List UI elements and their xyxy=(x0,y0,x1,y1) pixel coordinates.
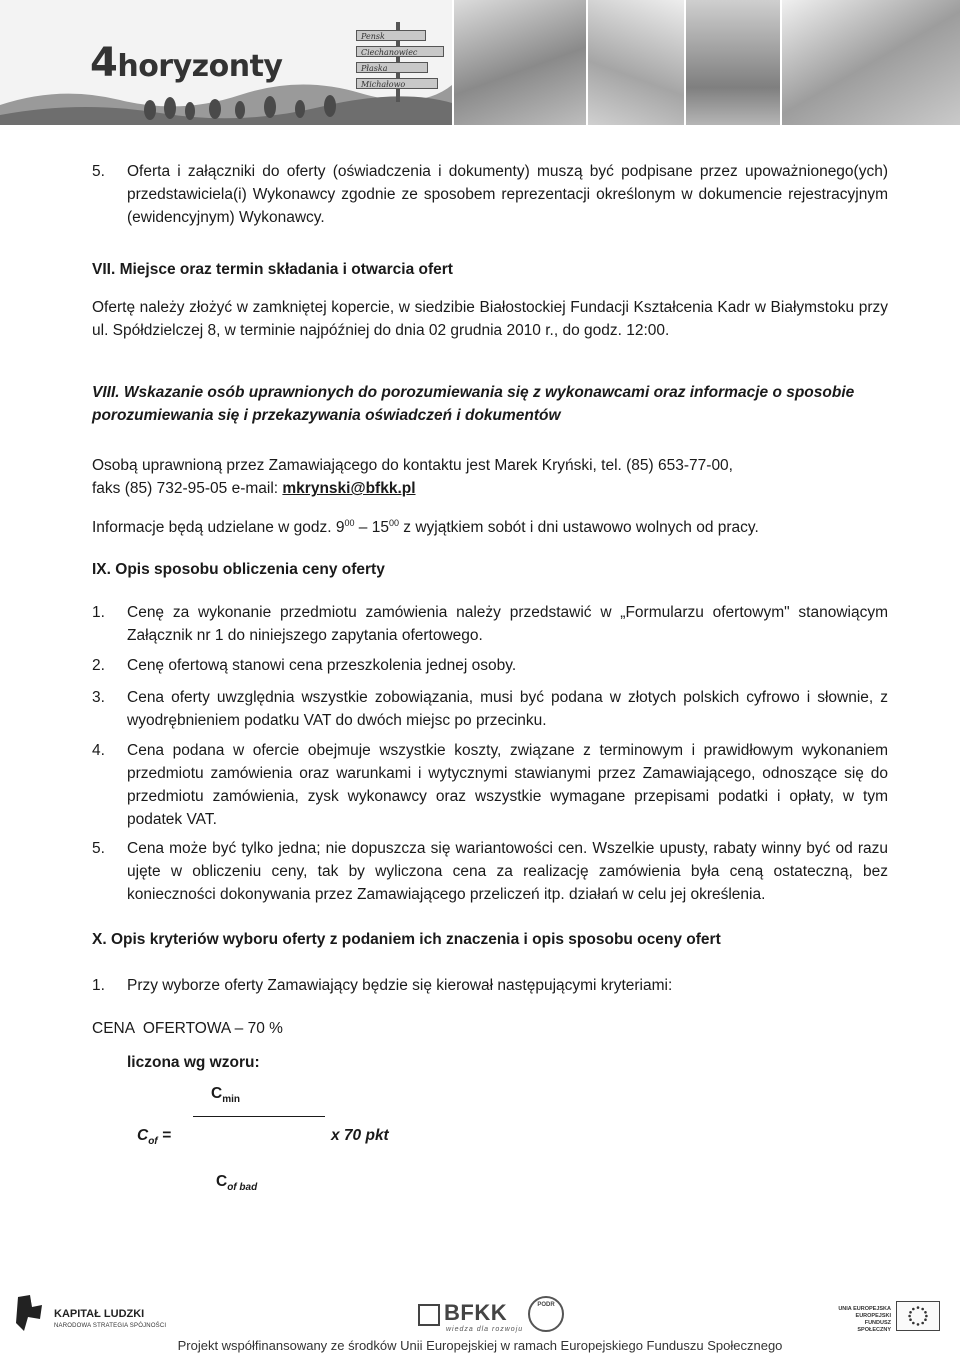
list-item xyxy=(92,974,888,997)
kapital-ludzki-logo-icon xyxy=(14,1293,46,1333)
sign-plank-2: Ciechanowiec xyxy=(356,46,444,57)
formula-numerator xyxy=(211,1082,240,1111)
footer xyxy=(0,1288,960,1353)
eu-flag-icon xyxy=(896,1301,940,1331)
logo-area xyxy=(0,0,452,125)
bfkk-logo-text: BFKK xyxy=(444,1300,508,1325)
bfkk-logo-icon xyxy=(418,1304,440,1326)
sign-plank-4: Michałowo xyxy=(356,78,438,89)
section-vii-heading: VII. Miejsce oraz termin składania i otwarcia ofert xyxy=(92,261,453,278)
footer-caption: Projekt współfinansowany ze środków Unii Europejskiej w ramach Europejskiego Funduszu Społecznego xyxy=(177,1338,783,1353)
section-x-heading: X. Opis kryteriów wyboru oferty z podaniem ich znaczenia i opis sposobu oceny ofert xyxy=(92,931,721,948)
list-text: Cena może być tylko jedna; nie dopuszcza się wariantowości cen. Wszelkie upusty, rabaty winny być od razu ujęte w obliczeniu ceny, tak by wyliczona cena za realizację zamówienia była ceną ostateczną, bez konieczności dokonywania przez Zamawiającego przeliczeń itp. działań w celu jej określenia. xyxy=(127,840,888,903)
hours-prefix: Informacje będą udzielane w godz. 9 xyxy=(92,519,345,536)
kapital-ludzki-title: KAPITAŁ LUDZKI xyxy=(54,1308,145,1320)
denominator-symbol: C xyxy=(216,1173,228,1190)
eu-label: UNIA EUROPEJSKA EUROPEJSKI FUNDUSZ SPOŁECZNY xyxy=(838,1306,891,1333)
photo-meeting xyxy=(684,0,780,125)
section-viii-heading: VIII. Wskazanie osób uprawnionych do porozumiewania się z wykonawcami oraz informacje o sposobie porozumiewania się i przekazywania oświadczeń i dokumentów xyxy=(92,384,855,424)
sign-plank-1: Pensk xyxy=(356,30,426,41)
list-item xyxy=(92,601,888,647)
list-text: Cenę ofertową stanowi cena przeszkolenia jednej osoby. xyxy=(127,657,517,674)
email-link[interactable]: mkrynski@bfkk.pl xyxy=(282,480,416,497)
list-number: 2. xyxy=(92,657,105,674)
hours-sup-2: 00 xyxy=(388,517,399,528)
logo-word: horyzonty xyxy=(117,49,283,84)
list-text: Oferta i załączniki do oferty (oświadczenia i dokumenty) muszą być podpisane przez upoważnionego(ych) przedstawiciela(i) Wykonawcy zgodnie ze sposobem reprezentacji określonym w dokumencie rejestracyjnym (ewidencyjnym) Wykonawcy. xyxy=(127,163,888,226)
header-banner xyxy=(0,0,960,125)
hours-sup-1: 00 xyxy=(344,517,355,528)
section-ix-heading: IX. Opis sposobu obliczenia ceny oferty xyxy=(92,561,385,578)
list-text: Cena oferty uwzględnia wszystkie zobowiązania, musi być podana w złotych polskich cyfrowo i słownie, z wyodrębnieniem podatku VAT do dwóch miejsc po przecinku. xyxy=(127,689,888,729)
section-vii-text: Ofertę należy złożyć w zamkniętej kopercie, w siedzibie Białostockiej Fundacji Kształcenia Kadr w Białymstoku przy ul. Spółdzielczej 8, w terminie najpóźniej do dnia 02 grudnia 2010 r., do godz. 12:00. xyxy=(92,299,888,339)
list-number: 1. xyxy=(92,977,105,994)
list-item xyxy=(92,654,888,677)
contact-block xyxy=(92,454,888,500)
list-item xyxy=(92,837,888,906)
lhs-symbol: C xyxy=(137,1127,149,1144)
formula-lhs xyxy=(137,1124,171,1153)
hours-suffix: z wyjątkiem sobót i dni ustawowo wolnych od pracy. xyxy=(398,519,759,536)
list-item xyxy=(92,686,888,732)
list-number: 4. xyxy=(92,742,105,759)
list-text: Cenę za wykonanie przedmiotu zamówienia należy przedstawić w „Formularzu ofertowym" stanowiącym Załącznik nr 1 do niniejszego zapytania ofertowego. xyxy=(127,604,888,644)
list-number: 5. xyxy=(92,163,105,180)
denominator-subscript: of bad xyxy=(227,1182,258,1194)
kapital-ludzki-subtitle: NARODOWA STRATEGIA SPÓJNOŚCI xyxy=(54,1323,167,1329)
list-item xyxy=(92,739,888,831)
sign-plank-3: Płaska xyxy=(356,62,428,73)
contact-fax: faks (85) 732-95-05 e-mail: xyxy=(92,480,283,497)
contact-line-1: Osobą uprawnioną przez Zamawiającego do kontaktu jest Marek Kryński, tel. (85) 653-77-00, xyxy=(92,457,733,474)
contact-line-2 xyxy=(92,477,888,500)
formula-multiplier: x 70 pkt xyxy=(331,1127,389,1144)
signpost-illustration xyxy=(356,22,446,102)
photo-conference xyxy=(452,0,586,125)
formula-label: liczona wg wzoru: xyxy=(127,1054,260,1071)
list-text: Cena podana w ofercie obejmuje wszystkie koszty, związane z terminowym i prawidłowym wykonaniem przedmiotu zamówienia oraz warunkami i wytycznymi stawianymi przez Zamawiającego, odnoszące się do przedmiotu zamówienia, zysk wykonawcy oraz wszystkie wymagane przepisami podatki i opłaty, w tym podatek VAT. xyxy=(127,742,888,828)
numerator-symbol: C xyxy=(211,1085,223,1102)
list-item-5 xyxy=(92,160,888,229)
list-number: 3. xyxy=(92,689,105,706)
lhs-subscript: of xyxy=(148,1136,158,1148)
podr-seal: PODR xyxy=(528,1296,564,1332)
lhs-equals: = xyxy=(157,1127,172,1144)
formula-denominator xyxy=(216,1170,257,1199)
list-text: Przy wyborze oferty Zamawiający będzie się kierował następującymi kryteriami: xyxy=(127,977,673,994)
numerator-subscript: min xyxy=(222,1094,240,1106)
list-number: 1. xyxy=(92,604,105,621)
bfkk-tagline: wiedza dla rozwoju xyxy=(446,1326,524,1333)
photo-office xyxy=(780,0,960,125)
hours-line xyxy=(92,516,888,539)
photo-handshake xyxy=(586,0,684,125)
fraction-line xyxy=(193,1116,325,1117)
logo-number: 4 xyxy=(90,40,118,86)
criterion-label: CENA OFERTOWA – 70 % xyxy=(92,1020,283,1037)
hours-mid: – 15 xyxy=(354,519,389,536)
logo-4horyzonty xyxy=(90,40,283,86)
list-number: 5. xyxy=(92,840,105,857)
